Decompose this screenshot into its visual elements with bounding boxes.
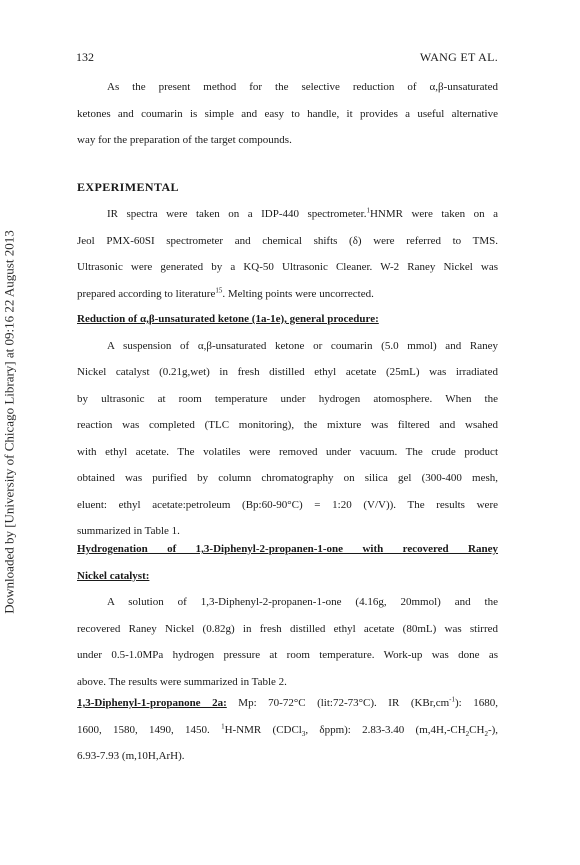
download-note: Downloaded by [University of Chicago Library] at 09:16 22 August 2013 [2, 230, 17, 614]
compound-text: CH [469, 723, 485, 736]
intro-line: As the present method for the selective reduction of α,β-unsaturated [107, 81, 498, 93]
reduction-line: summarized in Table 1. [77, 525, 180, 537]
experimental-paragraph [77, 201, 498, 307]
subscript: 2 [465, 729, 470, 738]
superscript: 1 [366, 206, 370, 215]
compound-text: -), [487, 723, 499, 736]
compound-entry [77, 690, 498, 770]
hydrogenation-heading: Nickel catalyst: [77, 569, 150, 582]
hydrogenation-line: recovered Raney Nickel (0.82g) in fresh distilled ethyl acetate (80mL) was stirred [77, 622, 498, 635]
hydrogenation-line: above. The results were summarized in Table 2. [77, 675, 287, 688]
compound-text: , δppm): 2.83-3.40 (m,4H,-CH [305, 723, 466, 736]
intro-line: way for the preparation of the target compounds. [77, 134, 292, 146]
experimental-text: IR spectra were taken on a IDP-440 spectrometer. [107, 208, 367, 220]
experimental-line: Jeol PMX-60SI spectrometer and chemical shifts (δ) were referred to TMS. [77, 234, 498, 247]
compound-text: Mp: 70-72°C (lit:72-73°C). IR (KBr,cm [238, 697, 450, 709]
download-watermark [0, 212, 20, 632]
hydrogenation-heading: Hydrogenation of 1,3-Diphenyl-2-propanen-1-one with recovered Raney [77, 543, 498, 555]
reduction-line: by ultrasonic at room temperature under hydrogen atomosphere. When the [77, 392, 498, 405]
experimental-line [77, 201, 498, 228]
reduction-line: A suspension of α,β-unsaturated ketone or coumarin (5.0 mmol) and Raney [107, 339, 498, 352]
superscript: 15 [215, 285, 223, 294]
compound-line: 6.93-7.93 (m,10H,ArH). [77, 750, 185, 762]
experimental-line [77, 281, 498, 308]
reduction-line: Nickel catalyst (0.21g,wet) in fresh distilled ethyl acetate (25mL) was irradiated [77, 366, 498, 378]
page-number: 132 [76, 50, 94, 64]
superscript: -1 [449, 695, 456, 704]
reduction-line: obtained was purified by column chromatography on silica gel (300-400 mesh, [77, 472, 498, 484]
experimental-text: prepared according to literature [77, 287, 216, 300]
intro-paragraph [77, 74, 498, 154]
running-head: WANG ET AL. [419, 50, 498, 64]
experimental-heading: EXPERIMENTAL [77, 180, 179, 194]
reduction-section [77, 306, 498, 545]
compound-line [77, 717, 498, 744]
experimental-text: . Melting points were uncorrected. [222, 287, 374, 300]
superscript: 1 [221, 721, 225, 730]
reduction-line: reaction was completed (TLC monitoring), the mixture was filtered and wsahed [77, 419, 498, 431]
compound-name: 1,3-Diphenyl-1-propanone 2a: [77, 697, 227, 709]
subscript: 3 [301, 729, 306, 738]
reduction-heading: Reduction of α,β-unsaturated ketone (1a-1e), general procedure: [77, 313, 379, 325]
experimental-text: HNMR were taken on a [369, 208, 498, 220]
experimental-line: Ultrasonic were generated by a KQ-50 Ultrasonic Cleaner. W-2 Raney Nickel was [77, 261, 498, 273]
compound-text: ): 1680, [455, 697, 499, 709]
reduction-line: eluent: ethyl acetate:petroleum (Bp:60-90°C) = 1:20 (V/V)). The results were [77, 498, 498, 511]
compound-text: 1600, 1580, 1490, 1450. [77, 723, 210, 736]
hydrogenation-line: under 0.5-1.0MPa hydrogen pressure at room temperature. Work-up was done as [77, 649, 498, 661]
intro-line: ketones and coumarin is simple and easy to handle, it provides a useful alternative [77, 107, 498, 120]
hydrogenation-line: A solution of 1,3-Diphenyl-2-propanen-1-one (4.16g, 20mmol) and the [107, 596, 498, 608]
compound-line [77, 690, 498, 717]
hydrogenation-section [77, 536, 498, 695]
reduction-line: with ethyl acetate. The volatiles were removed under vacuum. The crude product [77, 445, 498, 458]
compound-text: H-NMR (CDCl [224, 723, 302, 736]
subscript: 2 [484, 729, 488, 738]
